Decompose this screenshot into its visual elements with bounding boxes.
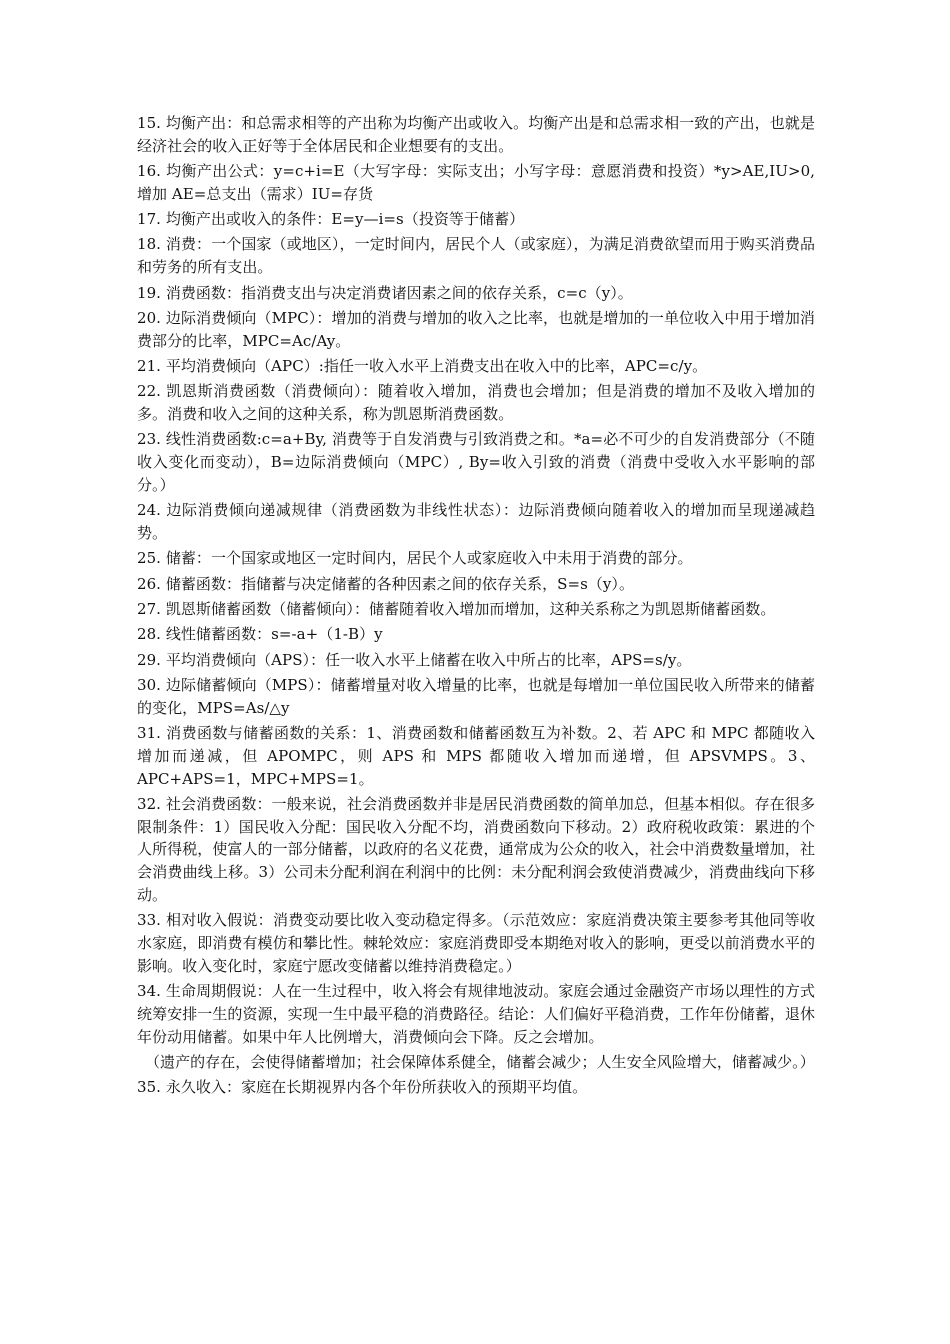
paragraph-20: 20. 边际消费倾向（MPC）：增加的消费与增加的收入之比率，也就是增加的一单位收入中用于增加消费部分的比率，MPC=Ac/Ay。	[137, 308, 815, 350]
paragraph-25: 25. 储蓄：一个国家或地区一定时间内，居民个人或家庭收入中未用于消费的部分。	[137, 549, 693, 568]
paragraph-28: 28. 线性储蓄函数：s=-a+（1-B）y	[137, 625, 383, 644]
paragraph-18: 18. 消费：一个国家（或地区），一定时间内，居民个人（或家庭），为满足消费欲望而用于购买消费品和劳务的所有支出。	[137, 235, 815, 277]
paragraph-30: 30. 边际储蓄倾向（MPS）：储蓄增量对收入增量的比率，也就是每增加一单位国民收入所带来的储蓄的变化，MPS=As/△y	[137, 675, 815, 717]
paragraph-34-note: （遗产的存在，会使得储蓄增加；社会保障体系健全，储蓄会减少；人生安全风险增大，储蓄减少。）	[145, 1053, 815, 1072]
paragraph-27: 27. 凯恩斯储蓄函数（储蓄倾向）：储蓄随着收入增加而增加，这种关系称之为凯恩斯储蓄函数。	[137, 599, 776, 618]
paragraph-32: 32. 社会消费函数：一般来说，社会消费函数并非是居民消费函数的简单加总，但基本相似。存在很多限制条件：1）国民收入分配：国民收入分配不均，消费函数向下移动。2）政府税收政策：累进的个人所得税，使富人的一部分储蓄，以政府的名义花费，通常成为公众的收入，社会中消费数量增加，社会消费曲线上移。3）公司未分配利润在利润中的比例：未分配利润会致使消费减少，消费曲线向下移动。	[137, 794, 815, 904]
paragraph-15: 15. 均衡产出：和总需求相等的产出称为均衡产出或收入。均衡产出是和总需求相一致的产出，也就是经济社会的收入正好等于全体居民和企业想要有的支出。	[137, 114, 815, 155]
paragraph-26: 26. 储蓄函数：指储蓄与决定储蓄的各种因素之间的依存关系，S=s（y）。	[137, 574, 634, 593]
paragraph-34: 34. 生命周期假说：人在一生过程中，收入将会有规律地波动。家庭会通过金融资产市场以理性的方式统筹安排一生的资源，实现一生中最平稳的消费路径。结论：人们偏好平稳消费，工作年份储蓄，退休年份动用储蓄。如果中年人比例增大，消费倾向会下降。反之会增加。	[137, 982, 815, 1046]
paragraph-19: 19. 消费函数：指消费支出与决定消费诸因素之间的依存关系，c=c（y）。	[137, 283, 633, 302]
paragraph-24: 24. 边际消费倾向递减规律（消费函数为非线性状态）：边际消费倾向随着收入的增加而呈现递减趋势。	[137, 501, 815, 543]
paragraph-29: 29. 平均消费倾向（APS）：任一收入水平上储蓄在收入中所占的比率，APS=s/y。	[137, 650, 692, 669]
paragraph-31: 31. 消费函数与储蓄函数的关系：1、消费函数和储蓄函数互为补数。2、若 APC 和 MPC 都随收入增加而递减，但 APOMPC，则 APS 和 MPS 都随收入增加而递增，但 APSVMPS。3、APC+APS=1，MPC+MPS=1。	[137, 723, 815, 788]
document-page	[137, 112, 815, 1102]
paragraph-33: 33. 相对收入假说：消费变动要比收入变动稳定得多。（示范效应：家庭消费决策主要参考其他同等收水家庭，即消费有模仿和攀比性。棘轮效应：家庭消费即受本期绝对收入的影响，更受以前消费水平的影响。收入变化时，家庭宁愿改变储蓄以维持消费稳定。）	[137, 911, 815, 975]
paragraph-17: 17. 均衡产出或收入的条件：E=y—i=s（投资等于储蓄）	[137, 210, 525, 229]
paragraph-22: 22. 凯恩斯消费函数（消费倾向）：随着收入增加，消费也会增加；但是消费的增加不及收入增加的多。消费和收入之间的这种关系，称为凯恩斯消费函数。	[137, 382, 815, 424]
paragraph-35: 35. 永久收入：家庭在长期视界内各个年份所获收入的预期平均值。	[137, 1078, 588, 1097]
paragraph-23: 23. 线性消费函数:c=a+By, 消费等于自发消费与引致消费之和。*a=必不可少的自发消费部分（不随收入变化而变动），B=边际消费倾向（MPC）, By=收入引致的消费（消费中受收入水平影响的部分。）	[137, 430, 815, 494]
paragraph-16: 16. 均衡产出公式：y=c+i=E（大写字母：实际支出；小写字母：意愿消费和投资）*y>AE,IU>0,增加 AE=总支出（需求）IU=存货	[137, 162, 815, 203]
paragraph-21: 21. 平均消费倾向（APC）:指任一收入水平上消费支出在收入中的比率，APC=c/y。	[137, 356, 708, 375]
